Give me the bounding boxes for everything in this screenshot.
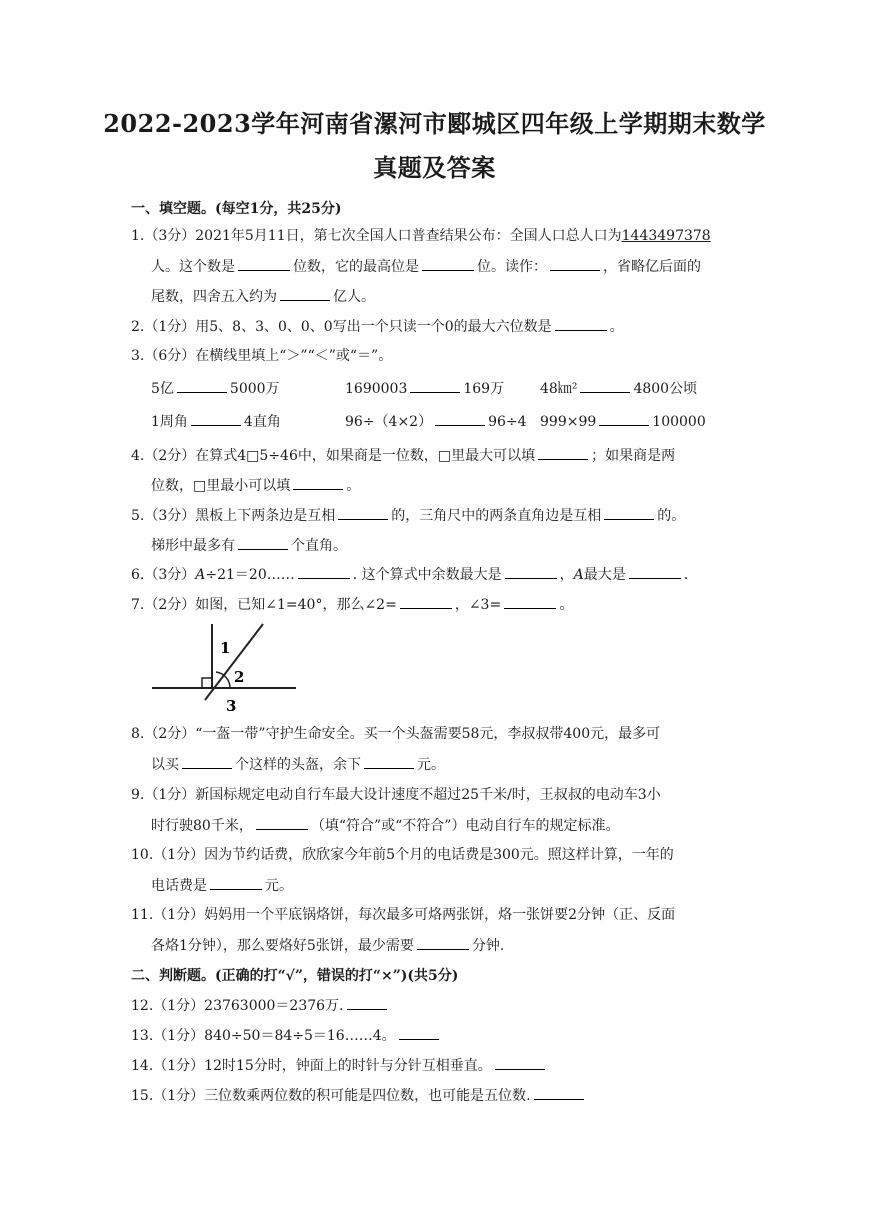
answer-blank: [550, 256, 600, 271]
q3-r1c1: 5亿 5000万: [151, 378, 280, 399]
section-heading-true-false: 二、判断题。(正确的打“√”，错误的打“×”)(共5分): [131, 968, 459, 984]
answer-blank: [238, 256, 290, 271]
answer-blank: [399, 1025, 439, 1040]
q7-line: 7.（2分）如图，已知∠1=40°，那么∠2= ，∠3= 。: [131, 594, 573, 615]
answer-blank: [604, 505, 654, 520]
answer-blank: [580, 378, 630, 393]
answer-blank: [534, 1085, 584, 1100]
q8-line1: 8.（2分）“一盔一带”守护生命安全。买一个头盔需要58元，李叔叔带400元，最多可: [131, 726, 661, 742]
q3-r1c3: 48㎞² 4800公顷: [540, 378, 697, 399]
answer-blank: [238, 535, 288, 550]
q1-line3: 尾数，四舍五入约为 亿人。: [151, 286, 375, 307]
answer-blank: [293, 475, 343, 490]
angle-label-2: 2: [234, 668, 245, 686]
answer-blank: [280, 286, 330, 301]
q3-r1c2: 1690003 169万: [345, 378, 504, 399]
q11-line2: 各烙1分钟），那么要烙好5张饼，最少需要 分钟.: [151, 935, 504, 956]
answer-blank: [629, 564, 681, 579]
q4-line2: 位数，□里最小可以填 。: [151, 475, 360, 496]
q3-line: 3.（6分）在横线里填上“＞”“＜”或“＝”。: [131, 348, 393, 364]
q6-line: 6.（3分）A÷21＝20…… . 这个算式中余数最大是 ，A最大是 .: [131, 564, 688, 585]
answer-blank: [177, 378, 227, 393]
answer-blank: [538, 445, 588, 460]
doc-title-line2: 真题及答案: [373, 153, 496, 182]
answer-blank: [191, 411, 241, 426]
angle-label-1: 1: [220, 639, 231, 657]
population-number: 1443497378: [621, 228, 711, 244]
q10-line1: 10.（1分）因为节约话费，欣欣家今年前5个月的电话费是300元。照这样计算，一年的: [131, 847, 674, 863]
answer-blank: [504, 594, 556, 609]
answer-blank: [364, 754, 414, 769]
answer-blank: [422, 256, 474, 271]
q4-line1: 4.（2分）在算式4□5÷46中，如果商是一位数，□里最大可以填 ；如果商是两: [131, 445, 675, 466]
q3-r2c3: 999×99 100000: [540, 411, 706, 432]
angle-label-3: 3: [226, 697, 237, 715]
answer-blank: [505, 564, 557, 579]
q1-line2: 人。这个数是 位数，它的最高位是 位。读作： ，省略亿后面的: [151, 256, 701, 277]
answer-blank: [347, 995, 387, 1010]
section-heading-fill-blank: 一、填空题。(每空1分，共25分): [131, 201, 342, 217]
q3-r2c1: 1周角 4直角: [151, 411, 281, 432]
answer-blank: [555, 316, 607, 331]
q14-line: 14.（1分）12时15分时，钟面上的时针与分针互相垂直。: [131, 1055, 548, 1076]
q9-line2: 时行驶80千米， （填“符合”或“不符合”）电动自行车的规定标准。: [151, 815, 619, 836]
answer-blank: [210, 875, 262, 890]
q5-line2: 梯形中最多有 个直角。: [151, 535, 347, 556]
answer-blank: [338, 505, 388, 520]
answer-blank: [417, 935, 469, 950]
answer-blank: [298, 564, 350, 579]
q10-line2: 电话费是 元。: [151, 875, 293, 896]
answer-blank: [256, 815, 308, 830]
q8-line2: 以买 个这样的头盔，余下 元。: [151, 754, 445, 775]
q12-line: 12.（1分）23763000＝2376万.: [131, 995, 390, 1016]
answer-blank: [182, 754, 232, 769]
q9-line1: 9.（1分）新国标规定电动自行车最大设计速度不超过25千米/时，王叔叔的电动车3小: [131, 787, 661, 803]
q1-line1: 1.（3分）2021年5月11日，第七次全国人口普查结果公布：全国人口总人口为1443497378: [131, 228, 711, 244]
answer-blank: [410, 378, 460, 393]
q3-r2c2: 96÷（4×2） 96÷4: [345, 411, 527, 432]
q15-line: 15.（1分）三位数乘两位数的积可能是四位数，也可能是五位数.: [131, 1085, 587, 1106]
q13-line: 13.（1分）840÷50＝84÷5＝16……4。: [131, 1025, 442, 1046]
q11-line1: 11.（1分）妈妈用一个平底锅烙饼，每次最多可烙两张饼，烙一张饼要2分钟（正、反面: [131, 907, 676, 923]
doc-title-line1: 2022-2023学年河南省漯河市郾城区四年级上学期期末数学: [103, 109, 766, 138]
angle-figure: [150, 622, 300, 718]
answer-blank: [400, 594, 452, 609]
answer-blank: [435, 411, 485, 426]
q5-line1: 5.（3分）黑板上下两条边是互相 的，三角尺中的两条直角边是互相 的。: [131, 505, 685, 526]
q2-line: 2.（1分）用5、8、3、0、0、0写出一个只读一个0的最大六位数是 。: [131, 316, 624, 337]
answer-blank: [599, 411, 649, 426]
answer-blank: [495, 1055, 545, 1070]
